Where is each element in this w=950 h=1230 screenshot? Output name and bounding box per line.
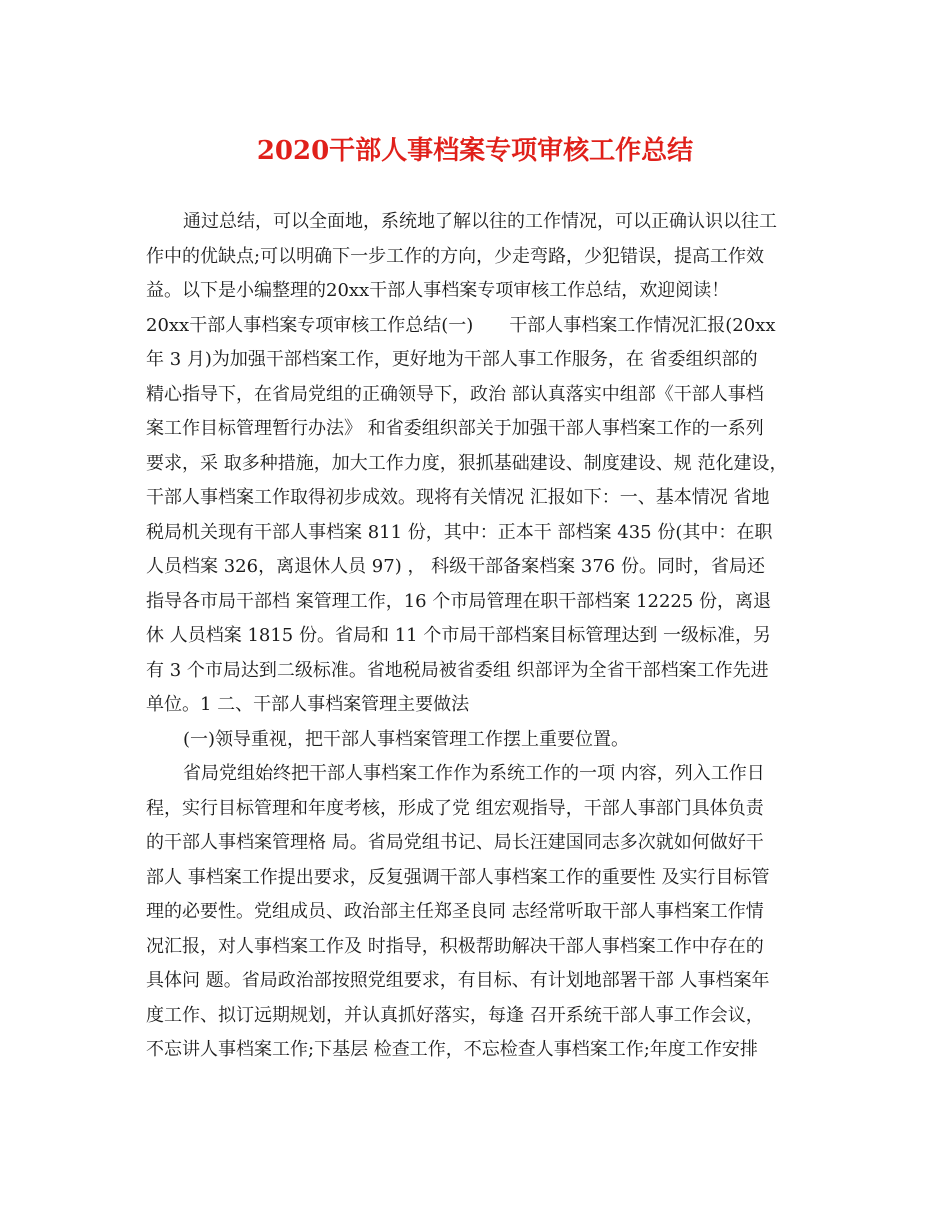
body-line: 程，实行目标管理和年度考核，形成了党 组宏观指导，干部人事部门具体负责 [146, 797, 764, 819]
body-line: 通过总结，可以全面地，系统地了解以往的工作情况，可以正确认识以往工 [183, 211, 777, 232]
body-line: 干部人事档案工作取得初步成效。现将有关情况 汇报如下：一、基本情况 省地 [146, 487, 770, 508]
body-line: 有 3 个市局达到二级标准。省地税局被省委组 织部评为全省干部档案工作先进 [146, 659, 769, 681]
body-line: 年 3 月)为加强干部档案工作，更好地为干部人事工作服务，在 省委组织部的 [146, 349, 758, 370]
body-line: 理的必要性。党组成员、政治部主任郑圣良同 志经常听取干部人事档案工作情 [146, 901, 764, 922]
body-line: 作中的优缺点;可以明确下一步工作的方向，少走弯路，少犯错误，提高工作效 [146, 245, 765, 267]
body-line: 要求，采 取多种措施，加大工作力度，狠抓基础建设、制度建设、规 范化建设， [146, 452, 788, 474]
body-line: 部人 事档案工作提出要求，反复强调干部人事档案工作的重要性 及实行目标管 [146, 866, 770, 888]
body-line: 税局机关现有干部人事档案 811 份，其中：正本干 部档案 435 份(其中：在职 [146, 521, 773, 543]
section-heading: (一)领导重视，把干部人事档案管理工作摆上重要位置。 [183, 728, 630, 750]
body-line: 人员档案 326，离退休人员 97) ， 科级干部备案档案 376 份。同时，省局还 [146, 556, 765, 577]
body-line: 精心指导下，在省局党组的正确领导下，政治 部认真落实中组部《干部人事档 [146, 383, 764, 405]
body-line: 具体问 题。省局政治部按照党组要求，有目标、有计划地部署干部 人事档案年 [146, 970, 770, 991]
body-line: 案工作目标管理暂行办法》 和省委组织部关于加强干部人事档案工作的一系列 [146, 418, 764, 439]
body-line: 20xx干部人事档案专项审核工作总结(一) 干部人事档案工作情况汇报(20xx [146, 314, 776, 336]
body-line: 单位。1 二、干部人事档案管理主要做法 [146, 694, 470, 715]
body-line: 的干部人事档案管理格 局。省局党组书记、局长汪建国同志多次就如何做好干 [146, 832, 764, 853]
body-line: 休 人员档案 1815 份。省局和 11 个市局干部档案目标管理达到 一级标准，另 [146, 625, 772, 646]
body-line: 指导各市局干部档 案管理工作，16 个市局管理在职干部档案 12225 份，离退 [146, 590, 772, 612]
document-body [146, 205, 806, 1068]
body-line: 度工作、拟订远期规划，并认真抓好落实，每逢 召开系统干部人事工作会议， [146, 1004, 764, 1026]
document-title: 2020干部人事档案专项审核工作总结 [256, 136, 694, 166]
body-line: 不忘讲人事档案工作;下基层 检查工作，不忘检查人事档案工作;年度工作安排 [146, 1039, 758, 1060]
body-line: 省局党组始终把干部人事档案工作作为系统工作的一项 内容，列入工作日 [183, 763, 765, 784]
body-line: 益。以下是小编整理的20xx干部人事档案专项审核工作总结，欢迎阅读！ [146, 280, 730, 301]
body-line: 况汇报，对人事档案工作及 时指导，积极帮助解决干部人事档案工作中存在的 [146, 935, 764, 957]
